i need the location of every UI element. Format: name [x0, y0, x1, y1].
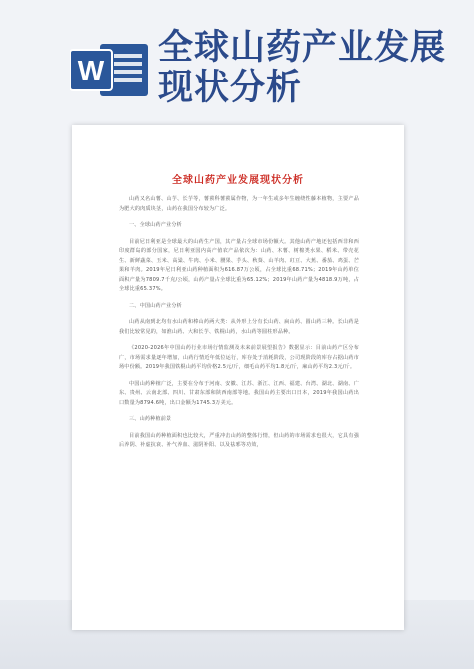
section-heading: 三、山药种植前景 [129, 416, 172, 422]
header-banner [0, 0, 474, 120]
body-paragraph: 目前我国山药种植面积也比较大，严重冲击山药的整体行情，但山药的市场需求也很大，它具有强后养阴、补虚抗衰、补气养血、滋阴补阳、以及祛邪等功效， [119, 432, 359, 448]
document-body [119, 195, 359, 458]
body-paragraph: 目前尼日利亚是全球最大的山药生产国，其产量占全球市场份额大。其他山药产地还包括西非和西印度群岛的部分国家，尼日利亚国内高产值农产品依次为：山药、木薯、树棉类水果、稻米、带壳花生、新鲜蔬菜、玉米、高粱、牛肉、小米、腰果、芋头、秋葵、山羊肉、豇豆、大蕉、番茄、鸡蛋、芒果和羊肉。2019年尼日利亚山药种植面积为616.87万公顷，占全球比重68.71%；2019年山药单位面积产量为7809.7千克/公顷，山药产量占全球比重为65.12%；2019年山药产量为4818.9万吨，占全球比重65.37%。 [119, 238, 359, 292]
document-preview[interactable] [72, 125, 404, 630]
section-heading: 二、中国山药产业分析 [129, 302, 182, 309]
page-title-line-1: 全球山药产业发展 [158, 28, 447, 68]
word-document-icon [70, 42, 150, 98]
word-icon-letter: W [77, 55, 105, 86]
body-paragraph: 《2020-2026年中国山药行业市场行情监测及未来前景展望报告》数据显示：目前山药产区分布广，市场需求量逐年增加，山药行情近年低位运行，库存处于消耗阶段，公司现阶段的库存占据山药市场中份额。2019年我国铁棍山药平均价格2.5元/斤，细毛山药平均1.8元/斤，麻山药平均2.3元/斤。 [119, 345, 359, 370]
body-paragraph: 中国山药种植广泛，主要在分布于河南、安徽、江苏、浙江、江西、福建、台湾、湖北、湖南、广东、贵州、云南北部、四川、甘肃东部和陕西南部等地。我国山药主要出口日本，2019年我国山药出口数量为8794.6吨，出口金额为1745.3万美元。 [119, 380, 359, 406]
body-paragraph: 山药又名山薯、山芋、长芋等，薯蓣科薯蓣属作物，为一年生或多年生缠绕性藤本植物，主要产品为肥大的肉质块茎，山药在我国分布较为广泛。 [119, 196, 359, 212]
body-paragraph: 山药从南到北均有水山药和棒山药两大类：从外形上分有长山药、扁山药、圆山药三种。长山药是我们比较常见的，如淮山药、大和长芋、铁棍山药，水山药等圆柱形品种。 [119, 319, 359, 335]
page-title-line-2: 现状分析 [158, 68, 303, 108]
section-heading: 一、全球山药产业分析 [129, 222, 182, 228]
document-title: 全球山药产业发展现状分析 [172, 175, 304, 186]
